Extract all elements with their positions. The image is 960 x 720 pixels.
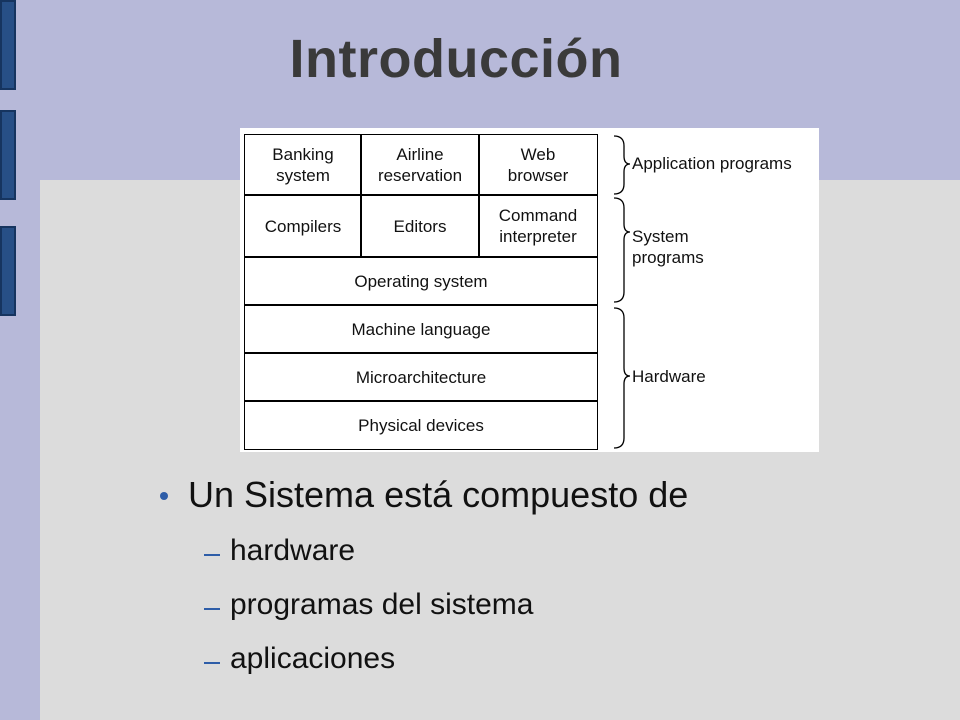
layer-operating-system: Operating system bbox=[244, 256, 598, 306]
cell-compilers: Compilers bbox=[244, 194, 362, 258]
sub-item-text: aplicaciones bbox=[230, 642, 396, 675]
cell-command-interpreter: Command interpreter bbox=[478, 194, 598, 258]
layer-machine-language: Machine language bbox=[244, 304, 598, 354]
label-system-programs: System programs bbox=[632, 227, 704, 267]
bracket-system bbox=[614, 198, 630, 302]
dash-icon bbox=[204, 554, 220, 556]
cell-web-browser: Web browser bbox=[478, 134, 598, 196]
cell-editors: Editors bbox=[360, 194, 480, 258]
label-hardware: Hardware bbox=[632, 367, 706, 386]
sub-item-text: hardware bbox=[230, 534, 356, 567]
layers-diagram bbox=[240, 128, 819, 452]
bullet-dot-icon bbox=[160, 492, 168, 500]
bullet-main-text: Un Sistema está compuesto de bbox=[188, 474, 689, 515]
decorative-bar-3 bbox=[0, 226, 16, 316]
cell-airline-reservation: Airline reservation bbox=[360, 134, 480, 196]
dash-icon bbox=[204, 608, 220, 610]
layer-microarchitecture: Microarchitecture bbox=[244, 352, 598, 402]
bracket-hardware bbox=[614, 308, 630, 448]
slide-title: Introducción bbox=[289, 29, 623, 89]
decorative-bar-2 bbox=[0, 110, 16, 200]
label-application-programs: Application programs bbox=[632, 154, 792, 173]
sub-item-text: programas del sistema bbox=[230, 588, 534, 621]
cell-banking-system: Banking system bbox=[244, 134, 362, 196]
dash-icon bbox=[204, 662, 220, 664]
bracket-application bbox=[614, 136, 630, 194]
layer-physical-devices: Physical devices bbox=[244, 400, 598, 450]
